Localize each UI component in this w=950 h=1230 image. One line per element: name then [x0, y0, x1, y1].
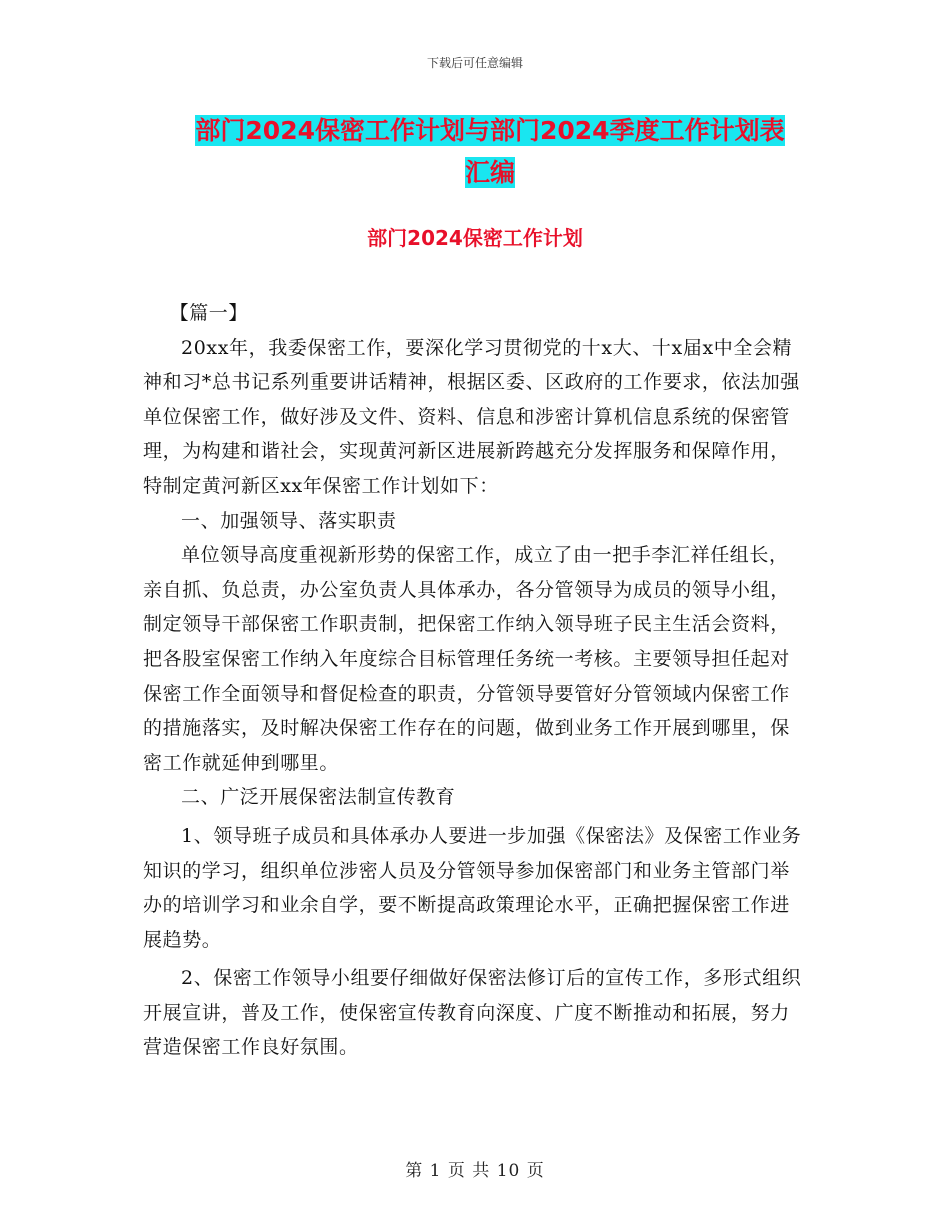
document-title — [150, 110, 830, 194]
document-body — [143, 296, 808, 1065]
body-paragraph-3: 2、保密工作领导小组要仔细做好保密法修订后的宣传工作，多形式组织开展宣讲，普及工作，使保密宣传教育向深度、广度不断推动和拓展，努力营造保密工作良好氛围。 — [143, 967, 802, 1059]
section-heading-2: 二、广泛开展保密法制宣传教育 — [181, 786, 456, 809]
document-title-line-2: 汇编 — [464, 158, 515, 187]
page-header-note: 下载后可任意编辑 — [426, 56, 523, 70]
chapter-marker: 【篇一】 — [169, 302, 248, 324]
page-number: 第 1 页 共 10 页 — [405, 1161, 545, 1181]
section-heading-1: 一、加强领导、落实职责 — [181, 509, 397, 532]
body-paragraph-2: 1、领导班子成员和具体承办人要进一步加强《保密法》及保密工作业务知识的学习，组织单位涉密人员及分管领导参加保密部门和业务主管部门举办的培训学习和业余自学，要不断提高政策理论水平，正确把握保密工作进展趋势。 — [143, 824, 802, 951]
intro-paragraph: 20xx年，我委保密工作，要深化学习贯彻党的十x大、十x届x中全会精神和习*总书记系列重要讲话精神，根据区委、区政府的工作要求，依法加强单位保密工作，做好涉及文件、资料、信息和涉密计算机信息系统的保密管理，为构建和谐社会，实现黄河新区进展新跨越充分发挥服务和保障作用，特制定黄河新区xx年保密工作计划如下： — [143, 336, 800, 497]
document-title-line-1: 部门2024保密工作计划与部门2024季度工作计划表 — [195, 116, 785, 145]
body-paragraph-1: 单位领导高度重视新形势的保密工作，成立了由一把手李汇祥任组长，亲自抓、负总责，办公室负责人具体承办，各分管领导为成员的领导小组，制定领导干部保密工作职责制，把保密工作纳入领导班子民主生活会资料，把各股室保密工作纳入年度综合目标管理任务统一考核。主要领导担任起对保密工作全面领导和督促检查的职责，分管领导要管好分管领域内保密工作的措施落实，及时解决保密工作存在的问题，做到业务工作开展到哪里，保密工作就延伸到哪里。 — [143, 544, 790, 774]
section-title: 部门2024保密工作计划 — [367, 226, 583, 250]
